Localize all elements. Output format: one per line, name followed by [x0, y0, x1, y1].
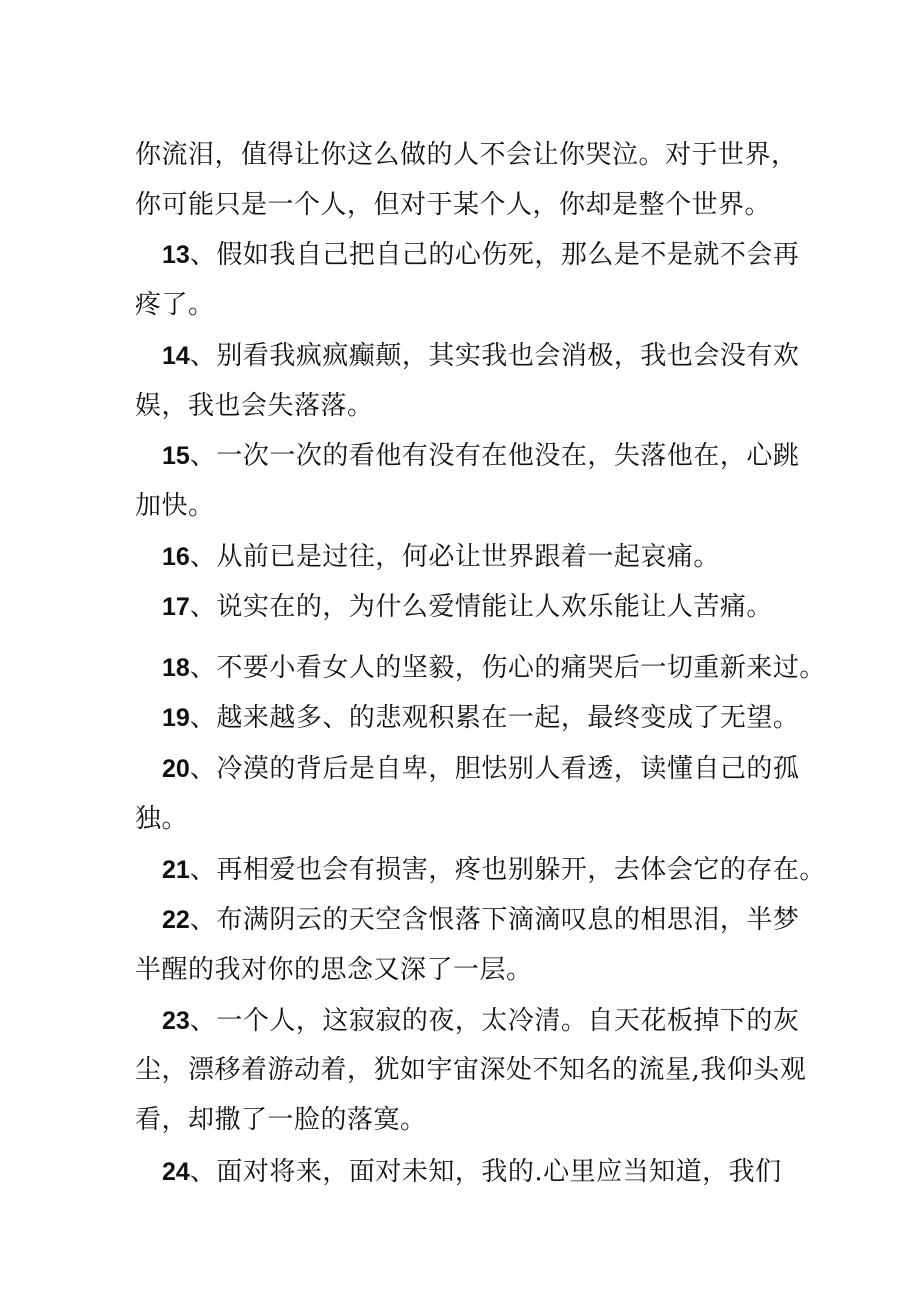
item-number: 24 — [162, 1158, 190, 1186]
item-text: 、一个人，这寂寂的夜，太冷清。自天花板掉下的灰 — [189, 1006, 800, 1036]
list-item-18 — [162, 651, 826, 685]
text-line — [135, 489, 215, 523]
text-line — [135, 953, 533, 987]
list-item-24 — [162, 1155, 782, 1189]
list-item-21 — [162, 853, 826, 887]
list-item-22 — [162, 903, 799, 937]
item-number: 16 — [162, 543, 190, 571]
list-item-13 — [162, 238, 799, 272]
item-number: 18 — [162, 654, 190, 682]
text-line — [135, 802, 188, 836]
text-line — [135, 188, 771, 222]
item-text: 、假如我自己把自己的心伤死，那么是不是就不会再 — [189, 240, 800, 270]
line-text: 疼了。 — [135, 290, 215, 320]
list-item-23 — [162, 1004, 799, 1038]
list-item-16 — [162, 540, 720, 574]
item-number: 17 — [162, 593, 190, 621]
item-text: 、越来越多、的悲观积累在一起，最终变成了无望。 — [189, 703, 800, 733]
item-text: 、冷漠的背后是自卑，胆怯别人看透，读懂自己的孤 — [189, 754, 800, 784]
line-text: 独。 — [135, 804, 189, 834]
text-line — [135, 138, 798, 172]
text-line — [135, 1053, 806, 1087]
list-item-15 — [162, 439, 799, 473]
text-line — [135, 389, 374, 423]
item-text: 、一次一次的看他有没有在他没在，失落他在，心跳 — [189, 441, 800, 471]
item-number: 23 — [162, 1007, 190, 1035]
item-number: 22 — [162, 906, 190, 934]
line-text: 半醒的我对你的思念又深了一层。 — [135, 955, 533, 985]
item-text: 、从前已是过往，何必让世界跟着一起哀痛。 — [189, 542, 720, 572]
item-number: 14 — [162, 342, 190, 370]
item-text: 、布满阴云的天空含恨落下滴滴叹息的相思泪，半梦 — [189, 905, 800, 935]
line-text: 你流泪，值得让你这么做的人不会让你哭泣。对于世界， — [135, 140, 798, 170]
item-number: 13 — [162, 241, 190, 269]
item-number: 20 — [162, 755, 190, 783]
item-text: 、面对将来，面对未知，我的.心里应当知道，我们 — [189, 1157, 782, 1187]
list-item-17 — [162, 590, 773, 624]
item-text: 、不要小看女人的坚毅，伤心的痛哭后一切重新来过。 — [189, 653, 826, 683]
list-item-19 — [162, 701, 799, 735]
item-text: 、再相爱也会有损害，疼也别躲开，去体会它的存在。 — [189, 855, 826, 885]
item-number: 21 — [162, 856, 190, 884]
item-number: 19 — [162, 704, 190, 732]
line-text: 娱，我也会失落落。 — [135, 391, 374, 421]
item-number: 15 — [162, 442, 190, 470]
line-text: 尘，漂移着游动着，犹如宇宙深处不知名的流星,我仰头观 — [135, 1055, 807, 1085]
line-text: 你可能只是一个人，但对于某个人，你却是整个世界。 — [135, 190, 772, 220]
item-text: 、别看我疯疯癫颠，其实我也会消极，我也会没有欢 — [189, 341, 800, 371]
line-text: 看，却撒了一脸的落寞。 — [135, 1105, 427, 1135]
list-item-20 — [162, 752, 799, 786]
list-item-14 — [162, 339, 799, 373]
item-text: 、说实在的，为什么爱情能让人欢乐能让人苦痛。 — [189, 592, 773, 622]
text-line — [135, 288, 215, 322]
line-text: 加快。 — [135, 491, 215, 521]
text-line — [135, 1103, 427, 1137]
